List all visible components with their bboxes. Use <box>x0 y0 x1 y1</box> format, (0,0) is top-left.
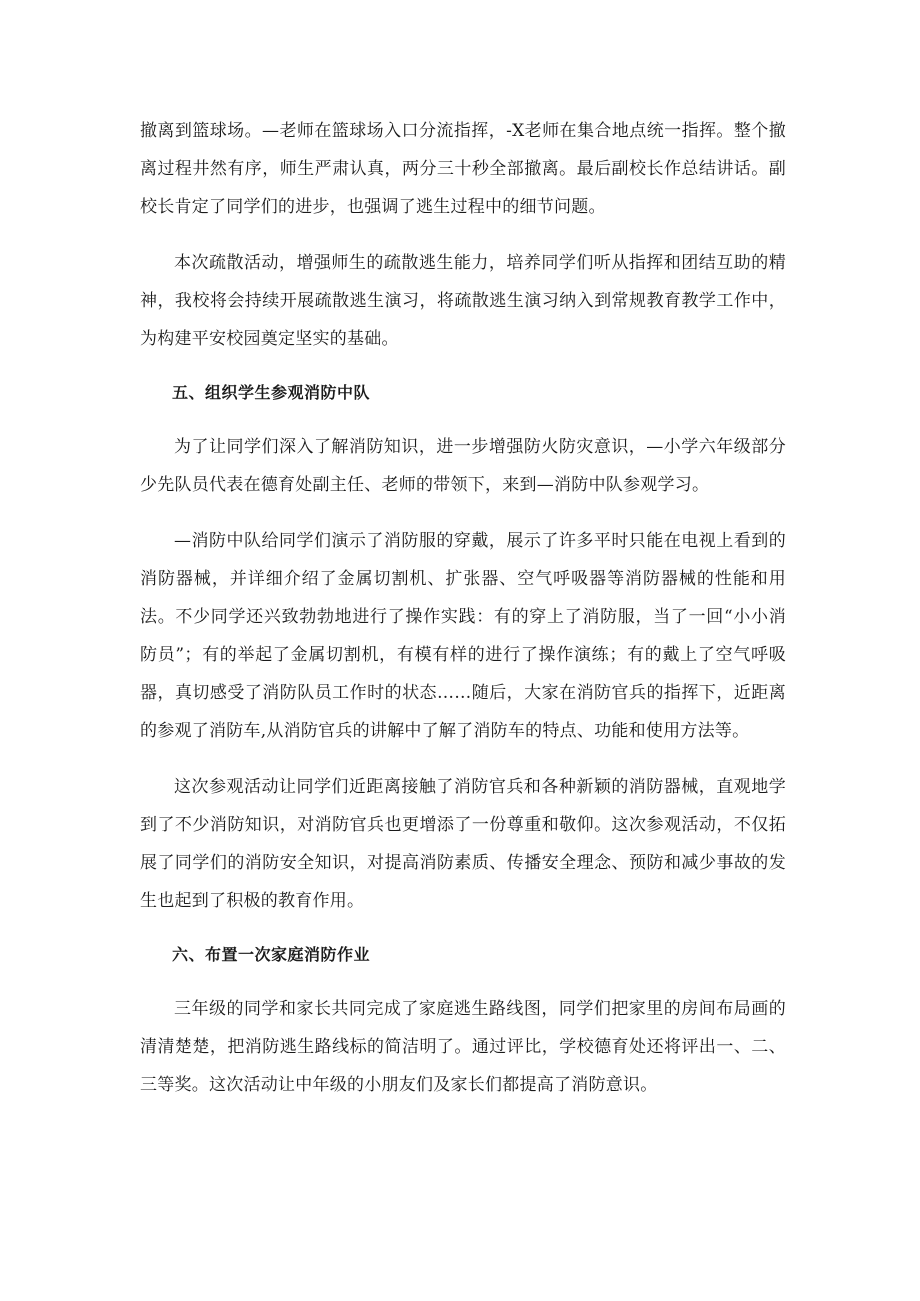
document-page <box>140 112 786 1272</box>
paragraph-home-assignment: 三年级的同学和家长共同完成了家庭逃生路线图，同学们把家里的房间布局画的清清楚楚，把消防逃生路线标的简洁明了。通过评比，学校德育处还将评出一、二、三等奖。这次活动让中年级的小朋友们及家长们都提高了消防意识。 <box>140 999 786 1095</box>
paragraph-drill-summary: 本次疏散活动，增强师生的疏散逃生能力，培养同学们听从指挥和团结互助的精神，我校将会持续开展疏散逃生演习，将疏散逃生演习纳入到常规教育教学工作中，为构建平安校园奠定坚实的基础。 <box>140 253 786 349</box>
paragraph-evacuation-end: 撤离到篮球场。—老师在篮球场入口分流指挥，-X老师在集合地点统一指挥。整个撤离过程井然有序，师生严肃认真，两分三十秒全部撤离。最后副校长作总结讲话。副校长肯定了同学们的进步，也强调了逃生过程中的细节问题。 <box>140 121 786 217</box>
paragraph-visit-details: —消防中队给同学们演示了消防服的穿戴，展示了许多平时只能在电视上看到的消防器械，并详细介绍了金属切割机、扩张器、空气呼吸器等消防器械的性能和用法。不少同学还兴致勃勃地进行了操作实践：有的穿上了消防服，当了一回“小小消防员”；有的举起了金属切割机，有模有样的进行了操作演练；有的戴上了空气呼吸器，真切感受了消防队员工作时的状态……随后，大家在消防官兵的指挥下，近距离的参观了消防车,从消防官兵的讲解中了解了消防车的特点、功能和使用方法等。 <box>140 531 786 741</box>
paragraph-visit-summary: 这次参观活动让同学们近距离接触了消防官兵和各种新颖的消防器械，直观地学到了不少消防知识，对消防官兵也更增添了一份尊重和敬仰。这次参观活动，不仅拓展了同学们的消防安全知识，对提高消防素质、传播安全理念、预防和减少事故的发生也起到了积极的教育作用。 <box>140 777 786 911</box>
paragraph-visit-intro: 为了让同学们深入了解消防知识，进一步增强防火防灾意识，—小学六年级部分少先队员代表在德育处副主任、老师的带领下，来到—消防中队参观学习。 <box>140 437 786 495</box>
section-heading-5: 五、组织学生参观消防中队 <box>172 383 371 402</box>
section-heading-6: 六、布置一次家庭消防作业 <box>172 945 371 964</box>
